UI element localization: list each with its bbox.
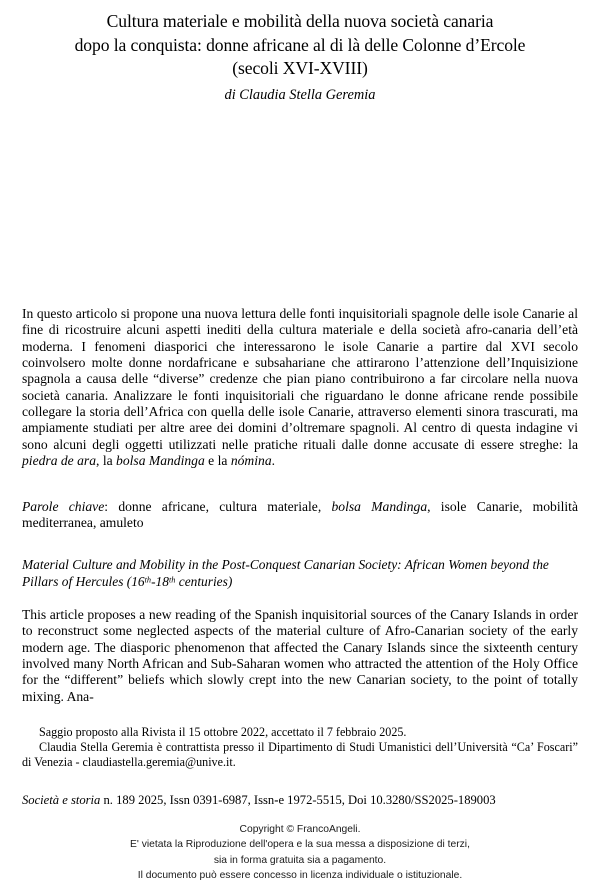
abstract-italian-sep-2: e la bbox=[204, 453, 231, 469]
copyright-line-2: E' vietata la Riproduzione dell'opera e la sua messa a disposizione di terzi, bbox=[130, 839, 470, 851]
abstract-english: This article proposes a new reading of the Spanish inquisitorial sources of the Canary Islands in order to reconstruct some neglected aspects of the material culture of Afro-Canarian society of the early modern age. The diasporic phenomenon that affected the Canary Islands since the sixteenth century involved many North African and Sub-Saharan women who attracted the attention of the Holy Office for the “different” beliefs which slowly crept into the new Canarian society, to the point of totally mixing. Ana- bbox=[22, 607, 578, 704]
copyright-notice bbox=[0, 822, 600, 883]
title-line-2: dopo la conquista: donne africane al di là delle Colonne d’Ercole bbox=[74, 34, 526, 55]
title-line-1: Cultura materiale e mobilità della nuova società canaria bbox=[106, 11, 494, 31]
copyright-line-3: sia in forma gratuita sia a pagamento. bbox=[213, 854, 387, 866]
abstract-italian-term-bolsa-mandinga: bolsa Mandinga bbox=[116, 453, 205, 469]
title-english-part-3: centuries) bbox=[175, 573, 233, 589]
journal-issn-doi: e 1972-5515, Doi 10.3280/SS2025-189003 bbox=[278, 793, 496, 807]
keywords-italian-label: Parole chiave bbox=[22, 499, 105, 514]
keywords-italian-part-1: donne africane, cultura materiale, bbox=[118, 499, 332, 514]
article-title-english bbox=[22, 557, 578, 590]
title-english-superscript-2: th bbox=[168, 575, 176, 585]
keywords-italian-separator: : bbox=[104, 499, 119, 514]
abstract-italian-term-nomina: nómina bbox=[230, 453, 272, 469]
footnote-author-affiliation: Claudia Stella Geremia è contrattista presso il Dipartimento di Studi Umanistici dell’Università “Ca’ Foscari” di Venezia - claudiastella.geremia@unive.it. bbox=[22, 740, 578, 770]
journal-name: Società e storia bbox=[22, 793, 101, 807]
journal-citation bbox=[22, 792, 582, 808]
abstract-italian-period: . bbox=[271, 453, 276, 469]
title-english-part-1: Material Culture and Mobility in the Post-Conquest Canarian Society: African Women beyond the Pillars of Hercules (16 bbox=[22, 557, 549, 589]
footnote-block bbox=[22, 725, 578, 771]
title-line-3: (secoli XVI-XVIII) bbox=[232, 58, 368, 78]
keywords-italian bbox=[22, 499, 578, 532]
journal-issue-info: n. 189 2025, Issn 0391-6987, Issn bbox=[100, 793, 275, 807]
title-english-superscript-1: th bbox=[144, 575, 152, 585]
journal-issn-e-hyphen: - bbox=[274, 793, 279, 807]
abstract-italian-text: In questo articolo si propone una nuova lettura delle fonti inquisitoriali spagnole delle isole Canarie al fine di ricostruire alcuni aspetti inediti della cultura materiale e della società afro-canaria dell’età moderna. I fenomeni diasporici che interessarono le isole Canarie a partire dal XVI secolo coinvolsero molte donne nordafricane e subsahariane che attirarono l’attenzione dell’Inquisizione spagnola a causa delle “diverse” credenze che pian piano contribuirono a far circolare nella nuova società canaria. Analizzare le fonti inquisitoriali che riguardano le donne africane rende possibile collegare la storia dell’Africa con quella delle isole Canarie, attraverso elementi sinora trascurati, ma ampiamente studiati per altre aree dei domini d’oltremare spagnoli. Al centro di questa indagine vi sono alcuni degli oggetti utilizzati nelle pratiche rituali dalle donne accusate di essere streghe: la bbox=[22, 306, 578, 452]
copyright-line-1: Copyright © FrancoAngeli. bbox=[239, 824, 361, 835]
abstract-italian bbox=[22, 306, 578, 469]
copyright-line-4: Il documento può essere concesso in licenza individuale o istituzionale. bbox=[137, 869, 463, 881]
keywords-italian-term-bolsa-mandinga: bolsa Mandinga bbox=[331, 499, 428, 514]
footnote-submission-dates: Saggio proposto alla Rivista il 15 ottobre 2022, accettato il 7 febbraio 2025. bbox=[39, 725, 407, 739]
abstract-italian-term-piedra-de-ara: piedra de ara bbox=[22, 453, 97, 469]
article-title bbox=[22, 10, 578, 81]
title-english-part-2: -18 bbox=[151, 573, 169, 589]
author-byline: di Claudia Stella Geremia bbox=[224, 87, 376, 103]
abstract-italian-sep-1: , la bbox=[96, 453, 117, 469]
keywords-italian-part-2: , isole Canarie, mobilità mediterranea, amuleto bbox=[22, 499, 578, 531]
